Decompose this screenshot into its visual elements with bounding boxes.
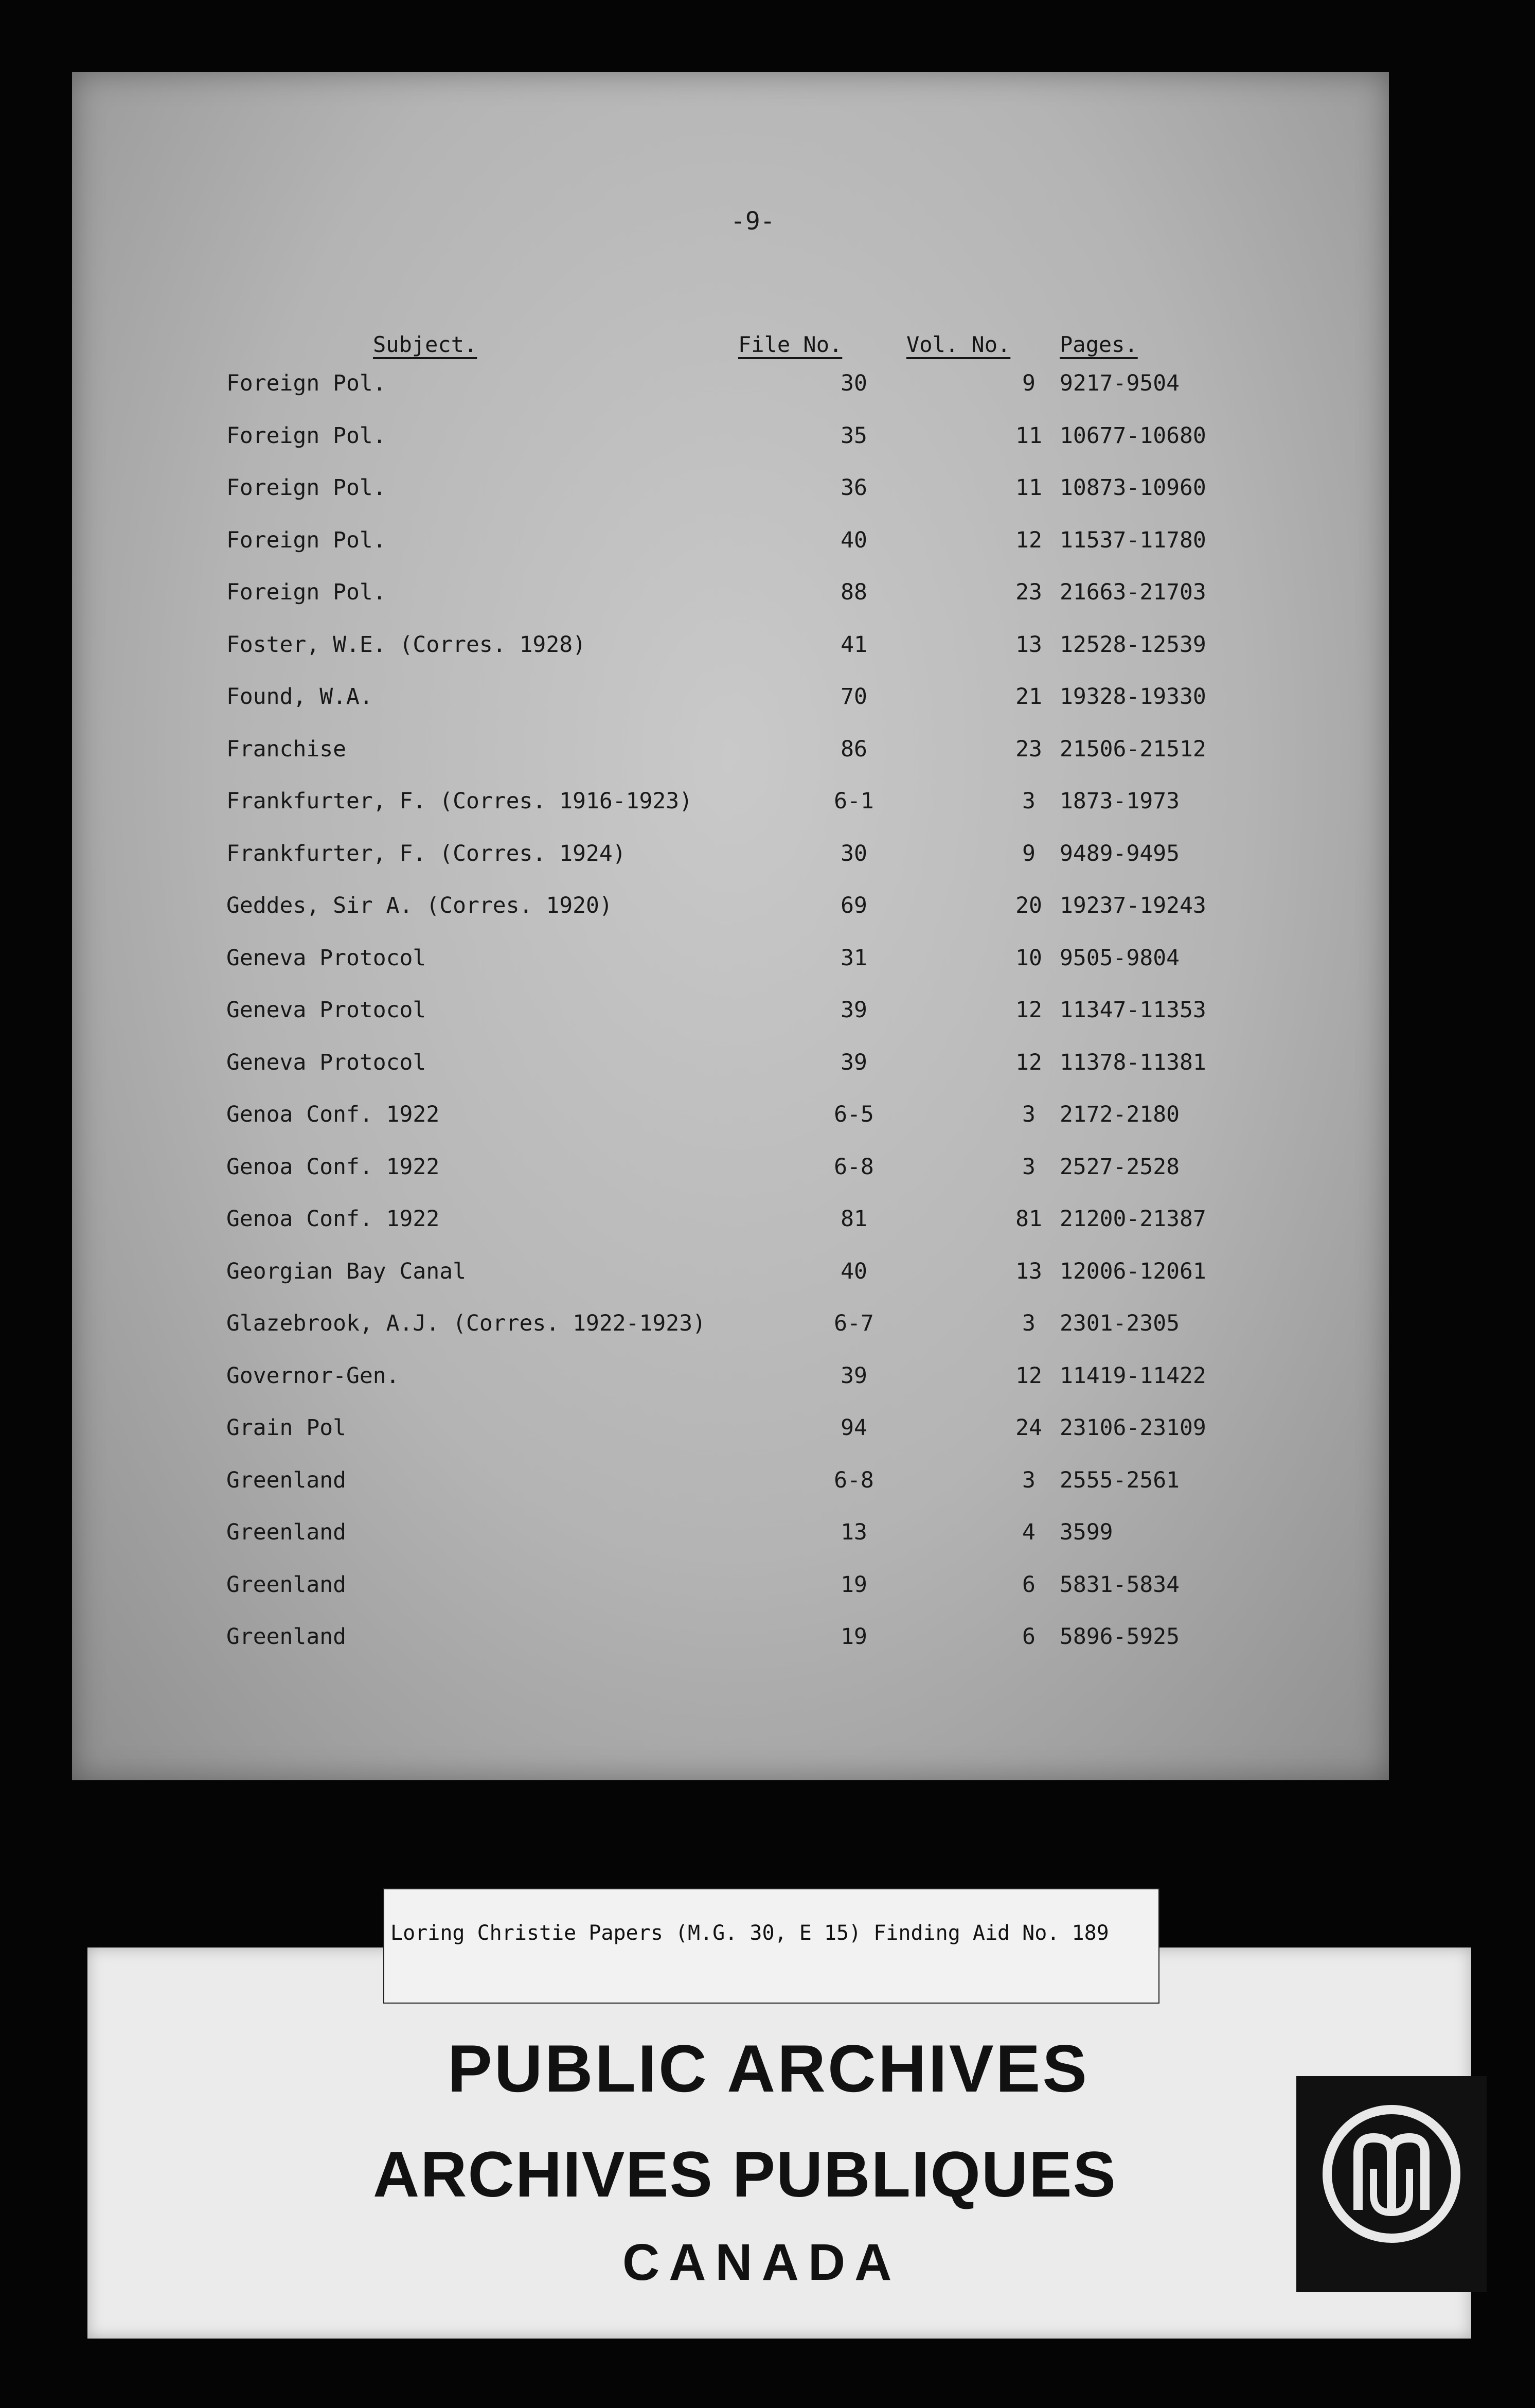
row-pages: 21200-21387 xyxy=(1060,1206,1206,1232)
row-subject: Frankfurter, F. (Corres. 1916-1923) xyxy=(226,788,693,814)
row-vol-no: 3 xyxy=(1022,1311,1036,1336)
row-pages: 2527-2528 xyxy=(1060,1154,1180,1180)
table-row xyxy=(72,734,1389,785)
table-row xyxy=(72,368,1389,419)
row-vol-no: 11 xyxy=(1015,475,1042,501)
row-file-no: 6-1 xyxy=(834,788,874,814)
row-file-no: 6-8 xyxy=(834,1467,874,1493)
row-vol-no: 12 xyxy=(1015,1049,1042,1075)
row-vol-no: 3 xyxy=(1022,1154,1036,1180)
table-row xyxy=(72,943,1389,994)
row-subject: Foreign Pol. xyxy=(226,527,386,553)
header-file-no: File No. xyxy=(738,332,843,357)
row-pages: 5896-5925 xyxy=(1060,1624,1180,1650)
table-row xyxy=(72,1412,1389,1464)
page-number: -9- xyxy=(730,207,775,236)
row-file-no: 35 xyxy=(841,422,867,449)
row-pages: 10677-10680 xyxy=(1060,422,1206,449)
row-pages: 11347-11353 xyxy=(1060,997,1206,1023)
row-subject: Foreign Pol. xyxy=(226,579,386,605)
table-row xyxy=(72,838,1389,890)
row-pages: 1873-1973 xyxy=(1060,788,1180,814)
row-file-no: 6-7 xyxy=(834,1311,874,1336)
row-subject: Glazebrook, A.J. (Corres. 1922-1923) xyxy=(226,1311,706,1336)
archive-title-en: PUBLIC ARCHIVES xyxy=(448,2031,1089,2106)
archive-card xyxy=(87,1947,1471,2339)
row-vol-no: 3 xyxy=(1022,788,1036,814)
row-pages: 19237-19243 xyxy=(1060,893,1206,918)
row-vol-no: 6 xyxy=(1022,1624,1036,1650)
table-row xyxy=(72,1203,1389,1255)
table-row xyxy=(72,681,1389,733)
row-vol-no: 24 xyxy=(1015,1415,1042,1441)
finding-aid-text: Loring Christie Papers (M.G. 30, E 15) Finding Aid No. 189 xyxy=(390,1921,1109,1945)
row-file-no: 86 xyxy=(841,736,867,762)
row-subject: Franchise xyxy=(226,736,346,762)
table-row xyxy=(72,1099,1389,1150)
row-pages: 11419-11422 xyxy=(1060,1362,1206,1389)
row-pages: 9489-9495 xyxy=(1060,840,1180,866)
row-file-no: 39 xyxy=(841,1362,867,1389)
header-subject: Subject. xyxy=(373,332,477,357)
table-row xyxy=(72,786,1389,837)
row-vol-no: 10 xyxy=(1015,945,1042,971)
row-subject: Georgian Bay Canal xyxy=(226,1258,466,1284)
table-row xyxy=(72,890,1389,942)
row-subject: Governor-Gen. xyxy=(226,1362,400,1389)
row-subject: Foreign Pol. xyxy=(226,475,386,501)
table-row xyxy=(72,577,1389,628)
table-row xyxy=(72,525,1389,576)
row-file-no: 41 xyxy=(841,631,867,658)
table-row xyxy=(72,1465,1389,1516)
row-vol-no: 12 xyxy=(1015,997,1042,1023)
row-subject: Greenland xyxy=(226,1571,346,1598)
table-row xyxy=(72,1360,1389,1412)
row-file-no: 13 xyxy=(841,1519,867,1545)
table-row xyxy=(72,1308,1389,1359)
table-row xyxy=(72,1256,1389,1307)
row-pages: 11537-11780 xyxy=(1060,527,1206,553)
row-file-no: 81 xyxy=(841,1206,867,1232)
row-file-no: 40 xyxy=(841,527,867,553)
row-file-no: 6-8 xyxy=(834,1154,874,1180)
row-pages: 10873-10960 xyxy=(1060,475,1206,501)
row-pages: 11378-11381 xyxy=(1060,1049,1206,1075)
row-pages: 21506-21512 xyxy=(1060,736,1206,762)
row-pages: 9505-9804 xyxy=(1060,945,1180,971)
row-pages: 12006-12061 xyxy=(1060,1258,1206,1284)
table-row xyxy=(72,1047,1389,1099)
document-page xyxy=(72,72,1389,1780)
row-vol-no: 81 xyxy=(1015,1206,1042,1232)
row-pages: 19328-19330 xyxy=(1060,684,1206,710)
row-subject: Foreign Pol. xyxy=(226,370,386,396)
row-vol-no: 23 xyxy=(1015,736,1042,762)
row-subject: Geneva Protocol xyxy=(226,1049,426,1075)
row-vol-no: 12 xyxy=(1015,1362,1042,1389)
row-subject: Geddes, Sir A. (Corres. 1920) xyxy=(226,893,613,918)
row-pages: 2301-2305 xyxy=(1060,1311,1180,1336)
archive-title-fr: ARCHIVES PUBLIQUES xyxy=(373,2139,1117,2210)
row-subject: Greenland xyxy=(226,1467,346,1493)
row-vol-no: 9 xyxy=(1022,370,1036,396)
row-subject: Grain Pol xyxy=(226,1415,346,1441)
row-vol-no: 13 xyxy=(1015,1258,1042,1284)
header-vol-no: Vol. No. xyxy=(906,332,1011,357)
row-file-no: 39 xyxy=(841,997,867,1023)
table-row xyxy=(72,1621,1389,1673)
archives-seal-logo xyxy=(1296,2076,1487,2292)
row-pages: 9217-9504 xyxy=(1060,370,1180,396)
row-subject: Genoa Conf. 1922 xyxy=(226,1154,440,1180)
row-subject: Greenland xyxy=(226,1624,346,1650)
row-vol-no: 9 xyxy=(1022,840,1036,866)
header-pages: Pages. xyxy=(1060,332,1138,357)
row-pages: 2555-2561 xyxy=(1060,1467,1180,1493)
row-file-no: 6-5 xyxy=(834,1102,874,1127)
row-file-no: 39 xyxy=(841,1049,867,1075)
row-subject: Geneva Protocol xyxy=(226,997,426,1023)
row-subject: Foster, W.E. (Corres. 1928) xyxy=(226,631,586,658)
row-subject: Frankfurter, F. (Corres. 1924) xyxy=(226,840,626,866)
row-subject: Foreign Pol. xyxy=(226,422,386,449)
row-vol-no: 20 xyxy=(1015,893,1042,918)
row-file-no: 30 xyxy=(841,370,867,396)
table-row xyxy=(72,1517,1389,1568)
row-pages: 23106-23109 xyxy=(1060,1415,1206,1441)
row-vol-no: 4 xyxy=(1022,1519,1036,1545)
row-pages: 12528-12539 xyxy=(1060,631,1206,658)
table-row xyxy=(72,420,1389,472)
row-vol-no: 12 xyxy=(1015,527,1042,553)
archive-country: CANADA xyxy=(622,2234,901,2291)
row-subject: Found, W.A. xyxy=(226,684,373,710)
finding-aid-label xyxy=(383,1888,1159,2004)
row-pages: 3599 xyxy=(1060,1519,1113,1545)
row-subject: Geneva Protocol xyxy=(226,945,426,971)
archives-seal-icon xyxy=(1296,2076,1487,2292)
row-pages: 2172-2180 xyxy=(1060,1102,1180,1127)
row-pages: 21663-21703 xyxy=(1060,579,1206,605)
table-row xyxy=(72,995,1389,1046)
row-vol-no: 11 xyxy=(1015,422,1042,449)
row-vol-no: 6 xyxy=(1022,1571,1036,1598)
row-vol-no: 13 xyxy=(1015,631,1042,658)
table-row xyxy=(72,1569,1389,1621)
row-vol-no: 3 xyxy=(1022,1102,1036,1127)
row-subject: Genoa Conf. 1922 xyxy=(226,1206,440,1232)
row-file-no: 30 xyxy=(841,840,867,866)
table-row xyxy=(72,629,1389,681)
row-vol-no: 21 xyxy=(1015,684,1042,710)
table-row xyxy=(72,472,1389,524)
row-file-no: 31 xyxy=(841,945,867,971)
row-file-no: 19 xyxy=(841,1571,867,1598)
row-file-no: 40 xyxy=(841,1258,867,1284)
row-file-no: 70 xyxy=(841,684,867,710)
row-file-no: 36 xyxy=(841,475,867,501)
row-pages: 5831-5834 xyxy=(1060,1571,1180,1598)
row-vol-no: 3 xyxy=(1022,1467,1036,1493)
row-file-no: 69 xyxy=(841,893,867,918)
table-row xyxy=(72,1152,1389,1203)
row-vol-no: 23 xyxy=(1015,579,1042,605)
row-file-no: 19 xyxy=(841,1624,867,1650)
row-subject: Greenland xyxy=(226,1519,346,1545)
row-file-no: 94 xyxy=(841,1415,867,1441)
row-subject: Genoa Conf. 1922 xyxy=(226,1102,440,1127)
row-file-no: 88 xyxy=(841,579,867,605)
